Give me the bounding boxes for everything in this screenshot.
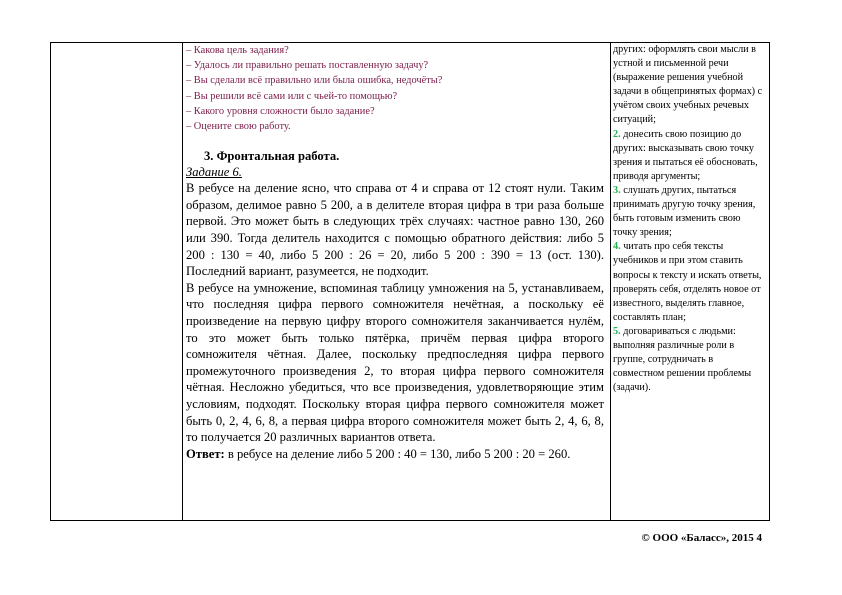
question-item: – Оцените свою работу. <box>186 121 291 133</box>
reflection-questions <box>186 43 604 134</box>
skill-text: донесить свою позицию до других: высказывать свою точку зрения и пытаться её обосновать, приводя аргументы; <box>613 128 758 182</box>
answer-line <box>186 446 604 463</box>
skill-number: 4. <box>613 241 621 253</box>
task-solution <box>186 180 604 462</box>
skills-column <box>613 43 765 395</box>
question-item: – Какова цель задания? <box>186 45 289 56</box>
solution-paragraph-division: В ребусе на деление ясно, что справа от 4 и справа от 12 стоят нули. Таким образом, делимое равно 5 200, а в делителе вторая цифра в три раза больше первой. Это может быть в следующих трёх случаях: частное равно 130, 260 или 390. Тогда делитель находится с помощью обратного действия: либо 5 200 : 130 = 40, либо 5 200 : 26 = 20, либо 5 200 : 390 = 13 (ост. 130). Последний вариант, разумеется, не подходит. <box>186 181 604 279</box>
copyright-footer: © ООО «Баласс», 2015 4 <box>641 532 762 544</box>
column-divider-left <box>182 43 183 520</box>
skill-item <box>613 325 765 395</box>
skill-item <box>613 184 765 240</box>
lesson-content-column <box>186 43 604 462</box>
skill-item <box>613 240 765 325</box>
question-item: – Удалось ли правильно решать поставленную задачу? <box>186 60 429 72</box>
skill-item <box>613 128 765 184</box>
section-title: 3. Фронтальная работа. <box>204 149 340 164</box>
skill-text: читать про себя тексты учебников и при этом ставить вопросы к тексту и искать ответы, проверять себя, отделять новое от известного, выделять главное, составлять план; <box>613 241 762 323</box>
solution-paragraph-multiplication: В ребусе на умножение, вспоминая таблицу умножения на 5, устанавливаем, что последняя цифра первого сомножителя нечётная, а поскольку её произведение на первую цифру второго сомножителя заканчивается нулём, то это может быть только пятёрка, причём первая цифра второго сомножителя чётная. Далее, поскольку предпоследняя цифра первого промежуточного произведения 2, то вторая цифра первого сомножителя чётная. Несложно убедиться, что все произведения, удовлетворяющие этим условиям, подходят. Поскольку вторая цифра первого сомножителя может быть 0, 2, 4, 6, 8, а первая цифра второго сомножителя может быть 2, 4, 6, 8, то получается 20 различных вариантов ответа. <box>186 280 604 445</box>
answer-text: в ребусе на деление либо 5 200 : 40 = 130, либо 5 200 : 20 = 260. <box>224 446 571 461</box>
skill-number: 2. <box>613 128 621 140</box>
task-label: Задание 6. <box>186 165 242 180</box>
question-item: – Вы решили всё сами или с чьей-то помощью? <box>186 90 398 102</box>
skills-intro: других: оформлять свои мысли в устной и письменной речи (выражение решения учебной задачи в общепринятых формах) с учётом своих учебных речевых ситуаций; <box>613 44 763 126</box>
skill-text: слушать других, пытаться принимать другую точку зрения, быть готовым изменить свою точку зрения; <box>613 184 756 239</box>
column-divider-right <box>610 43 611 520</box>
skill-number: 3. <box>613 184 621 196</box>
answer-label: Ответ: <box>186 446 225 461</box>
skill-number: 5. <box>613 325 621 337</box>
skill-text: договариваться с людьми: выполняя различные роли в группе, сотрудничать в совместном решении проблемы (задачи). <box>613 325 752 394</box>
question-item: – Какого уровня сложности было задание? <box>186 105 375 117</box>
question-item: – Вы сделали всё правильно или была ошибка, недочёты? <box>186 75 443 87</box>
